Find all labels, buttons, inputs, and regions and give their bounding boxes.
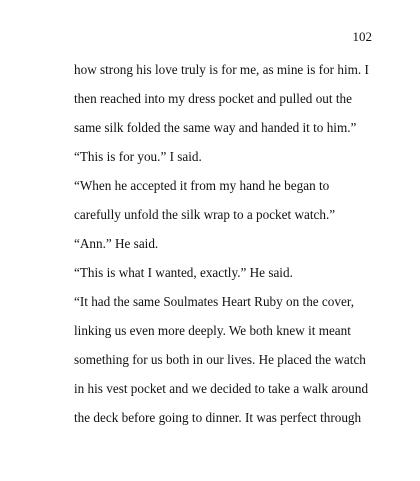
text-line: “This is what I wanted, exactly.” He said. [74, 265, 293, 280]
text-line: then reached into my dress pocket and pulled out the [74, 91, 352, 106]
page-number: 102 [352, 29, 372, 44]
text-line: “This is for you.” I said. [74, 149, 202, 164]
text-line: linking us even more deeply. We both knew it meant [74, 323, 351, 338]
text-line: “It had the same Soulmates Heart Ruby on the cover, [74, 294, 354, 309]
text-line: same silk folded the same way and handed it to him.” [74, 120, 357, 135]
text-line: “Ann.” He said. [74, 236, 159, 251]
text-line: the deck before going to dinner. It was perfect through [74, 410, 362, 425]
text-line: “When he accepted it from my hand he began to [74, 178, 330, 193]
text-line: how strong his love truly is for me, as mine is for him. I [74, 62, 369, 77]
text-line: something for us both in our lives. He placed the watch [74, 352, 366, 367]
text-line: in his vest pocket and we decided to take a walk around [74, 381, 369, 396]
body-text [74, 60, 384, 437]
text-line: carefully unfold the silk wrap to a pocket watch.” [74, 207, 336, 222]
